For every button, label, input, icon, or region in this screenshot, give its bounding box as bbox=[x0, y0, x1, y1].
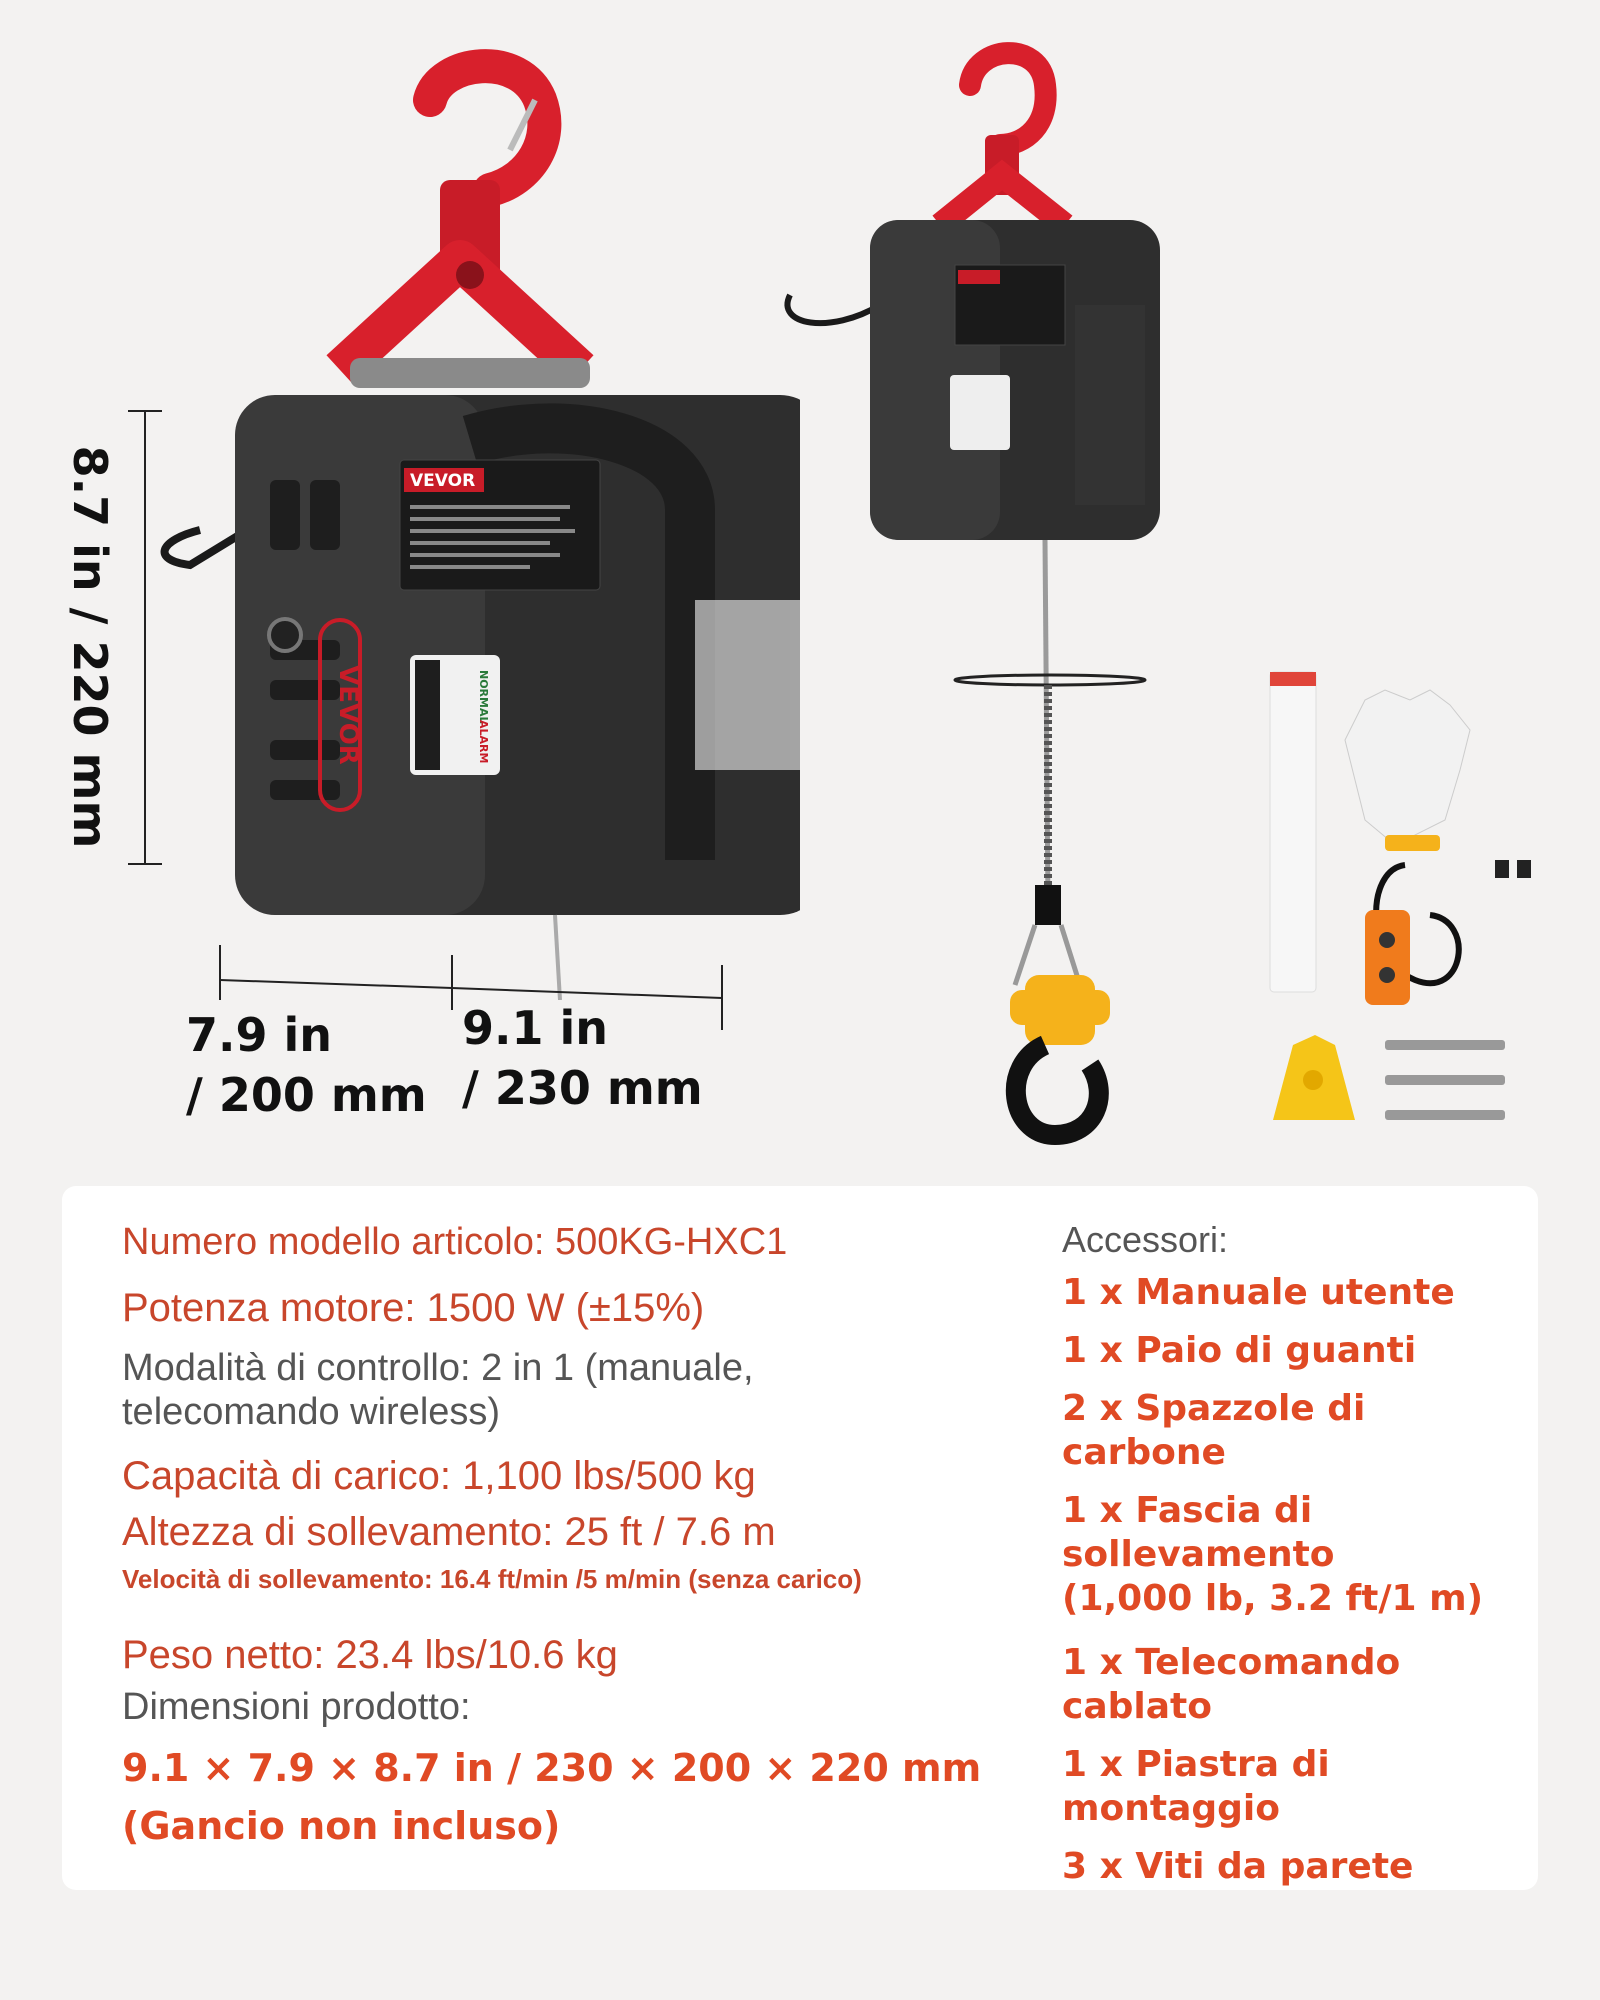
width-label-line2: / 200 mm bbox=[186, 1068, 427, 1122]
accessory-item: 1 x Piastra di montaggio bbox=[1062, 1744, 1330, 1830]
side-brand-text: VEVOR bbox=[333, 665, 363, 765]
spec-model: Numero modello articolo: 500KG-HXC1 bbox=[122, 1221, 788, 1263]
spec-control bbox=[122, 1346, 1122, 1434]
accessory-item: 1 x Fascia di sollevamento bbox=[1062, 1490, 1335, 1576]
label-brand-text: VEVOR bbox=[410, 471, 476, 491]
width-dimension-label bbox=[186, 1005, 427, 1125]
specs-list bbox=[122, 1218, 1122, 1848]
depth-dimension-label bbox=[462, 998, 703, 1118]
accessory-item: 1 x Paio di guanti bbox=[1062, 1330, 1417, 1372]
accessories-image bbox=[1255, 660, 1600, 1130]
depth-label-line2: / 230 mm bbox=[462, 1061, 703, 1115]
spec-weight: Peso netto: 23.4 lbs/10.6 kg bbox=[122, 1632, 618, 1677]
depth-label-line1: 9.1 in bbox=[462, 1001, 609, 1055]
accessories-title: Accessori: bbox=[1062, 1219, 1229, 1260]
spec-lift-height: Altezza di sollevamento: 25 ft / 7.6 m bbox=[122, 1509, 776, 1554]
accessory-item: 1 x Telecomando cablato bbox=[1062, 1642, 1401, 1728]
specs-card bbox=[62, 1186, 1538, 1890]
spec-speed: Velocità di sollevamento: 16.4 ft/min /5 m/min (senza carico) bbox=[122, 1563, 862, 1594]
width-label-line1: 7.9 in bbox=[186, 1008, 333, 1062]
spec-hook-note: (Gancio non incluso) bbox=[122, 1804, 561, 1849]
normal-indicator-text: NORMAL bbox=[477, 670, 490, 724]
accessory-item-detail: (1,000 lb, 3.2 ft/1 m) bbox=[1062, 1578, 1484, 1620]
accessories-list bbox=[1062, 1218, 1532, 1889]
spec-control-line1: Modalità di controllo: 2 in 1 (manuale, bbox=[122, 1346, 754, 1389]
accessory-item: 3 x Viti da parete bbox=[1062, 1846, 1414, 1888]
spec-dimensions-title: Dimensioni prodotto: bbox=[122, 1685, 471, 1728]
spec-power: Potenza motore: 1500 W (±15%) bbox=[122, 1285, 705, 1330]
height-dimension-line bbox=[128, 410, 162, 865]
alarm-indicator-text: ALARM bbox=[477, 720, 490, 764]
height-dimension-label: 8.7 in / 220 mm bbox=[63, 445, 117, 849]
main-hoist-image bbox=[140, 40, 800, 1000]
accessory-item: 2 x Spazzole di carbone bbox=[1062, 1388, 1366, 1474]
accessory-item: 1 x Manuale utente bbox=[1062, 1272, 1455, 1314]
spec-dimensions-value: 9.1 × 7.9 × 8.7 in / 230 × 200 × 220 mm bbox=[122, 1746, 982, 1791]
spec-capacity: Capacità di carico: 1,100 lbs/500 kg bbox=[122, 1453, 756, 1498]
spec-control-line2: telecomando wireless) bbox=[122, 1390, 501, 1433]
hoist-with-hook-image bbox=[770, 25, 1190, 1175]
